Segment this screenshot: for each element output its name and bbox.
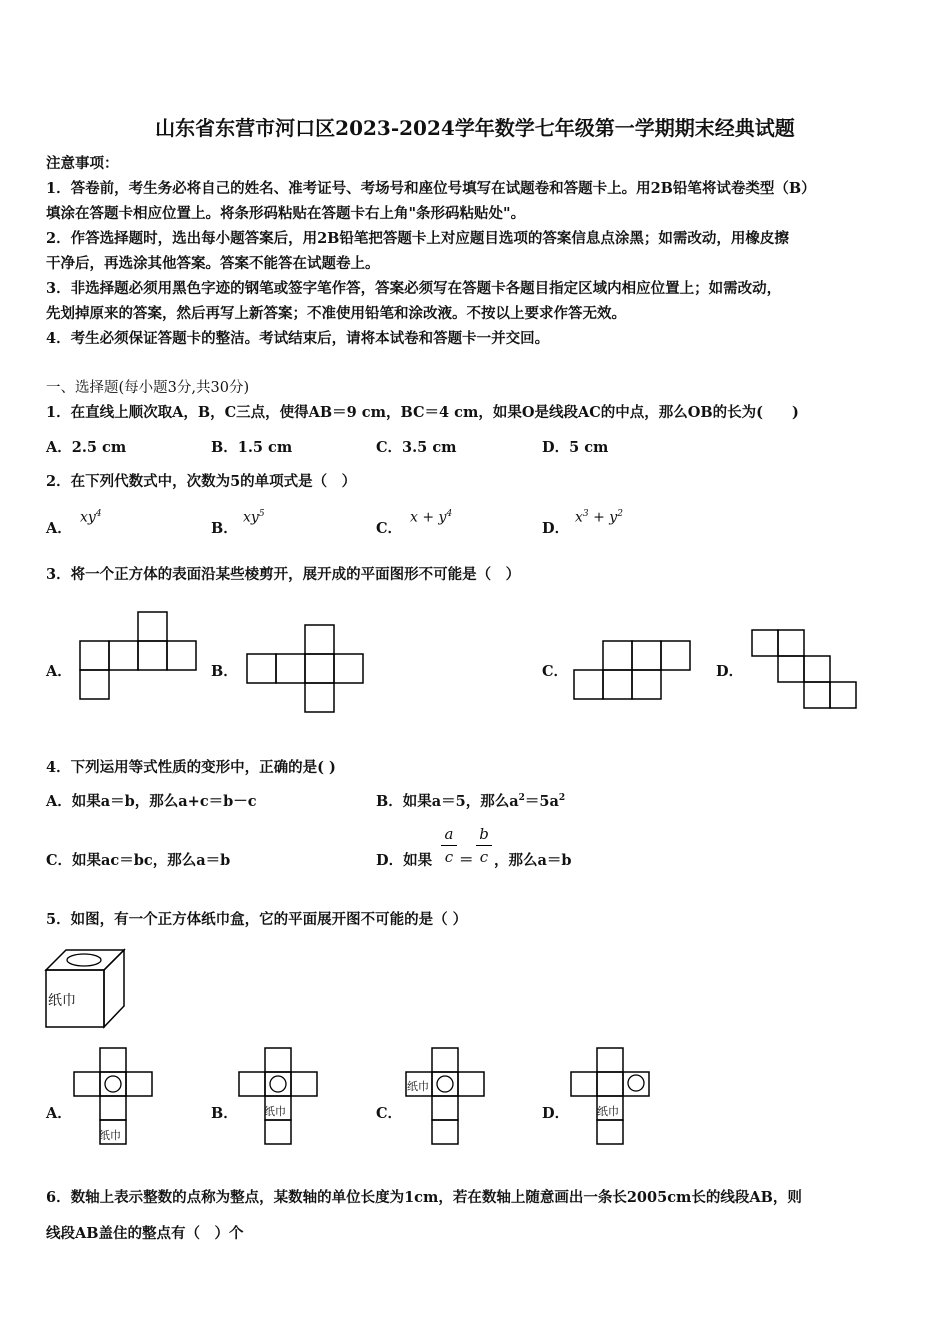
q1-option-d: D．5 cm xyxy=(542,439,609,456)
q2-option-b-expr: $xy^5$ xyxy=(243,509,265,526)
fraction-bar xyxy=(441,845,457,846)
q5-net-d-label: 纸巾 xyxy=(597,1105,619,1118)
q4-frac1-numerator: a xyxy=(444,825,454,843)
question-6-line-1: 6．数轴上表示整数的点称为整点，某数轴的单位长度为1cm，若在数轴上随意画出一条长2005cm长的线段AB，则 xyxy=(46,1189,802,1206)
q1-option-c: C．3.5 cm xyxy=(376,439,457,456)
q2-option-a-label: A． xyxy=(46,520,72,537)
q2-option-d-label: D． xyxy=(542,520,570,537)
q3-option-c-label: C． xyxy=(542,663,569,680)
q4-frac2-denominator: c xyxy=(479,848,489,866)
notice-line: 先划掉原来的答案，然后再写上新答案；不准使用铅笔和涂改液。不按以上要求作答无效。 xyxy=(46,305,626,322)
q4-frac2-numerator: b xyxy=(479,825,489,843)
q4-equals: ＝ xyxy=(459,852,474,869)
notice-heading: 注意事项： xyxy=(46,155,119,172)
q4-frac1-denominator: c xyxy=(444,848,454,866)
q3-net-a xyxy=(80,612,200,702)
notice-line: 4．考生必须保证答题卡的整洁。考试结束后，请将本试卷和答题卡一并交回。 xyxy=(46,330,550,347)
question-4-stem: 4．下列运用等式性质的变形中，正确的是( ) xyxy=(46,759,336,776)
q2-option-c-expr: $x + y^4$ xyxy=(410,509,453,526)
section-heading: 一、选择题(每小题3分,共30分) xyxy=(46,380,250,396)
notice-line: 填涂在答题卡相应位置上。将条形码粘贴在答题卡右上角"条形码粘贴处"。 xyxy=(46,205,526,222)
fraction-bar xyxy=(476,845,492,846)
q4-fraction-b-over-c xyxy=(476,825,492,866)
q5-option-d-label: D． xyxy=(542,1105,570,1122)
q5-option-b-label: B． xyxy=(211,1105,238,1122)
q4-option-b: B．如果a＝5，那么$a^2=5a^2$ xyxy=(376,793,566,810)
notice-line: 干净后，再选涂其他答案。答案不能答在试题卷上。 xyxy=(46,255,380,272)
q4-option-c: C．如果ac＝bc，那么a＝b xyxy=(46,852,231,869)
q5-net-c-label: 纸巾 xyxy=(407,1080,429,1093)
q3-net-d xyxy=(752,630,862,710)
q2-option-d-expr: $x^3 + y^2$ xyxy=(575,509,623,526)
q4-option-d-prefix: D．如果 xyxy=(376,852,433,869)
q4-fraction-a-over-c xyxy=(441,825,457,866)
question-2-stem: 2．在下列代数式中，次数为5的单项式是（ ） xyxy=(46,473,357,490)
q5-net-d xyxy=(571,1048,651,1152)
question-3-stem: 3．将一个正方体的表面沿某些棱剪开，展开成的平面图形不可能是（ ） xyxy=(46,566,521,583)
q2-option-a-expr: $xy^4$ xyxy=(80,509,102,526)
q3-option-d-label: D． xyxy=(716,663,744,680)
q3-net-c xyxy=(574,641,694,701)
q5-option-c-label: C． xyxy=(376,1105,403,1122)
tissue-box-figure xyxy=(44,948,128,1030)
q4-option-a: A．如果a＝b，那么a+c＝b－c xyxy=(46,793,257,810)
q3-net-b xyxy=(247,625,367,715)
q5-net-b-label: 纸巾 xyxy=(264,1105,286,1118)
notice-line: 3．非选择题必须用黑色字迹的钢笔或签字笔作答，答案必须写在答题卡各题目指定区域内相应位置上；如需改动， xyxy=(46,280,782,297)
q1-option-b: B．1.5 cm xyxy=(211,439,293,456)
question-6-line-2: 线段AB盖住的整点有（ ）个 xyxy=(46,1225,244,1242)
q5-net-a-label: 纸巾 xyxy=(99,1129,121,1142)
question-1-stem: 1．在直线上顺次取A，B，C三点，使得AB＝9 cm，BC＝4 cm，如果O是线段AC的中点，那么OB的长为( ) xyxy=(46,404,799,421)
q3-option-a-label: A． xyxy=(46,663,72,680)
q2-option-c-label: C． xyxy=(376,520,403,537)
notice-line: 1．答卷前，考生务必将自己的姓名、准考证号、考场号和座位号填写在试题卷和答题卡上。用2B铅笔将试卷类型（B） xyxy=(46,180,816,197)
tissue-box-label: 纸巾 xyxy=(48,993,76,1009)
q5-option-a-label: A． xyxy=(46,1105,72,1122)
page-title: 山东省东营市河口区2023-2024学年数学七年级第一学期期末经典试题 xyxy=(155,116,795,140)
notice-line: 2．作答选择题时，选出每小题答案后，用2B铅笔把答题卡上对应题目选项的答案信息点涂黑；如需改动，用橡皮擦 xyxy=(46,230,789,247)
q5-net-c xyxy=(406,1048,486,1152)
question-5-stem: 5．如图，有一个正方体纸巾盒，它的平面展开图不可能的是（ ） xyxy=(46,911,468,928)
q4-option-d-suffix: ，那么a＝b xyxy=(494,852,572,869)
q2-option-b-label: B． xyxy=(211,520,238,537)
q5-net-b xyxy=(239,1048,319,1152)
q3-option-b-label: B． xyxy=(211,663,238,680)
q1-option-a: A．2.5 cm xyxy=(46,439,127,456)
